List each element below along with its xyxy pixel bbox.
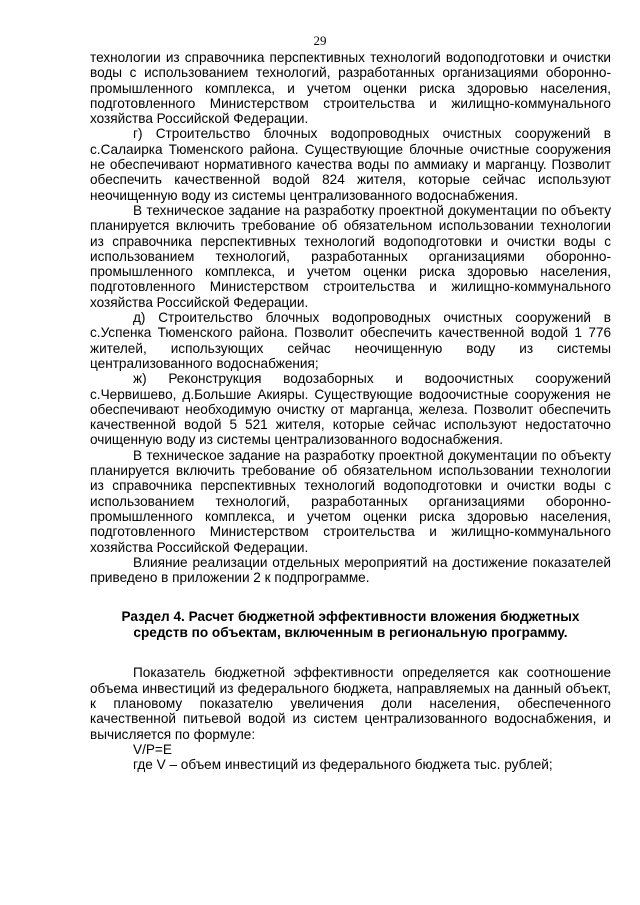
paragraph-continuation: технологии из справочника перспективных технологий водоподготовки и очистки воды с использованием технологий, разработанных организациями оборонно-промышленного комплекса, и учетом оценки риска здоровью населения, подготовленного Министерством строительства и жилищно-коммунального хозяйства Российской Федерации. [90,50,611,127]
paragraph-influence-note: Влияние реализации отдельных мероприятий на достижение показателей приведено в приложении 2 к подпрограмме. [90,554,611,586]
paragraph-technical-requirement: В техническое задание на разработку проектной документации по объекту планируется включить требование об обязательном использовании технологии из справочника перспективных технологий водоподготовки и очистки воды с использованием технологий, разработанных организациями оборонно-промышленного комплекса, и учетом оценки риска здоровью населения, подготовленного Министерством строительства и жилищно-коммунального хозяйства Российской Федерации. [90,202,611,310]
section-heading: Раздел 4. Расчет бюджетной эффективности вложения бюджетных средств по объектам, включенным в региональную программу. [121,609,580,641]
paragraph-item-d-uspenka: д) Строительство блочных водопроводных очистных сооружений в с.Успенка Тюменского района. Позволит обеспечить качественной водой 1 776 жителей, использующих сейчас неочищенную воду из системы централизованного водоснабжения; [90,310,611,371]
paragraph-technical-requirement: В техническое задание на разработку проектной документации по объекту планируется включить требование об обязательном использовании технологии из справочника перспективных технологий водоподготовки и очистки воды с использованием технологий, разработанных организациями оборонно-промышленного комплекса, и учетом оценки риска здоровью населения, подготовленного Министерством строительства и жилищно-коммунального хозяйства Российской Федерации. [90,447,611,555]
paragraph-item-zh-chervishevo: ж) Реконструкция водозаборных и водоочистных сооружений с.Червишево, д.Большие Акияры. Существующие водоочистные сооружения не обеспечивают необходимую очистку от марганца, железа. Позволит обеспечить качественной водой 5 521 жителя, которые сейчас используют недостаточно очищенную воду из системы централизованного водоснабжения. [90,371,611,448]
page-number: 29 [313,33,327,48]
formula: V/P=E [133,741,172,757]
paragraph-item-g-salairka: г) Строительство блочных водопроводных очистных сооружений в с.Салаирка Тюменского района. Существующие блочные очистные сооружения не обеспечивают нормативного качества воды по аммиаку и марганцу. Позволит обеспечить качественной водой 824 жителя, которые сейчас используют неочищенную воду из системы централизованного водоснабжения. [90,126,611,203]
paragraph-efficiency-definition: Показатель бюджетной эффективности определяется как соотношение объема инвестиций из федерального бюджета, направляемых на данный объект, к плановому показателю увеличения доли населения, обеспеченного качественной питьевой водой из систем централизованного водоснабжения, и вычисляется по формуле: [90,665,611,742]
formula-variable-definition: где V – объем инвестиций из федерального бюджета тыс. рублей; [133,757,553,773]
document-body [90,50,611,772]
